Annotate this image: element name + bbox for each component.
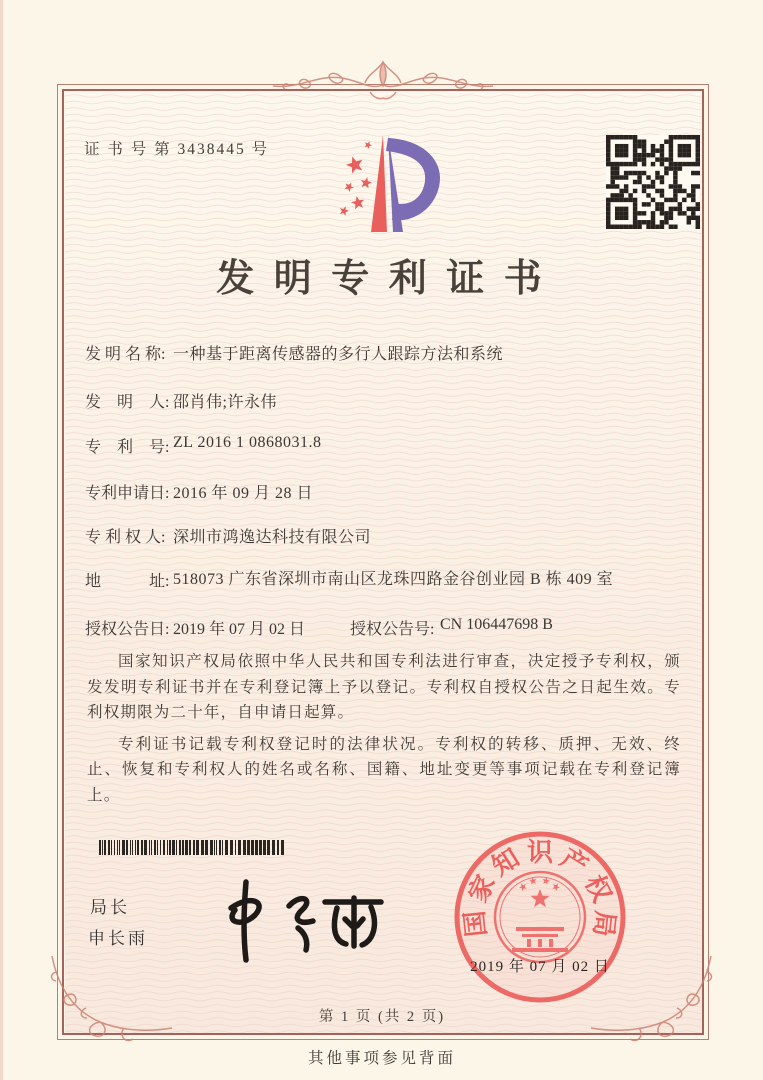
field-value: 518073 广东省深圳市南山区龙珠四路金谷创业园 B 栋 409 室: [173, 571, 614, 588]
svg-text:产: 产: [555, 843, 593, 882]
field-label: 专利申请日:: [85, 485, 170, 502]
page-indicator: 第 1 页 (共 2 页): [318, 1009, 446, 1025]
svg-text:家: 家: [463, 870, 501, 907]
svg-text:识: 识: [526, 838, 554, 867]
field-label: 专 利 权 人:: [85, 529, 166, 546]
field-label: 发 明 人:: [85, 394, 170, 411]
field-label: 授权公告号:: [350, 621, 435, 638]
director-name: 申长雨: [88, 929, 148, 948]
certificate-title: 发 明 专 利 证 书: [216, 258, 547, 300]
barcode: [98, 840, 290, 855]
field-invention-name: [85, 341, 503, 364]
logo-red-bar: [371, 135, 387, 232]
field-value: CN 106447698 B: [440, 616, 553, 633]
svg-text:局: 局: [588, 909, 620, 939]
legal-paragraph-1: 国家知识产权局依照中华人民共和国专利法进行审查，决定授予专利权，颁发发明专利证书并在专利登记簿上予以登记。专利权自授权公告之日起生效。专利权期限为二十年，自申请日起算。: [87, 653, 681, 721]
field-label: 地 址:: [85, 573, 170, 590]
seal-date: 2019 年 07 月 02 日: [470, 959, 610, 975]
svg-text:知: 知: [487, 843, 525, 882]
field-value: 邵肖伟;许永伟: [173, 394, 277, 411]
cnipa-patent-logo: [328, 130, 452, 238]
svg-text:权: 权: [579, 870, 617, 907]
field-label: 授权公告日:: [85, 621, 170, 638]
field-patentee: [85, 524, 371, 547]
field-value: 一种基于距离传感器的多行人跟踪方法和系统: [173, 346, 504, 363]
svg-text:国: 国: [460, 909, 492, 939]
field-label: 专 利 号:: [85, 439, 170, 456]
field-value: 深圳市鸿逸达科技有限公司: [173, 529, 372, 546]
director-title: 局长: [90, 898, 130, 917]
certificate-number: 证 书 号 第 3438445 号: [84, 141, 270, 158]
field-inventor: [85, 389, 277, 412]
legal-paragraph-2: 专利证书记载专利权登记时的法律状况。专利权的转移、质押、无效、终止、恢复和专利权人的姓名或名称、国籍、地址变更等事项记载在专利登记簿上。: [87, 735, 681, 804]
legal-text: [87, 649, 681, 814]
field-address: [85, 568, 613, 592]
field-filing-date: [85, 480, 313, 503]
field-patent-number: [85, 434, 321, 457]
official-seal: [451, 828, 629, 1006]
field-value: ZL 2016 1 0868031.8: [173, 434, 322, 451]
field-value: 2019 年 07 月 02 日: [173, 621, 306, 638]
back-note: 其他事项参见背面: [307, 1050, 456, 1067]
qr-code: [606, 135, 700, 229]
field-value: 2016 年 09 月 28 日: [173, 485, 314, 502]
signature-script: [213, 876, 403, 966]
field-label: 发 明 名 称:: [85, 346, 166, 363]
